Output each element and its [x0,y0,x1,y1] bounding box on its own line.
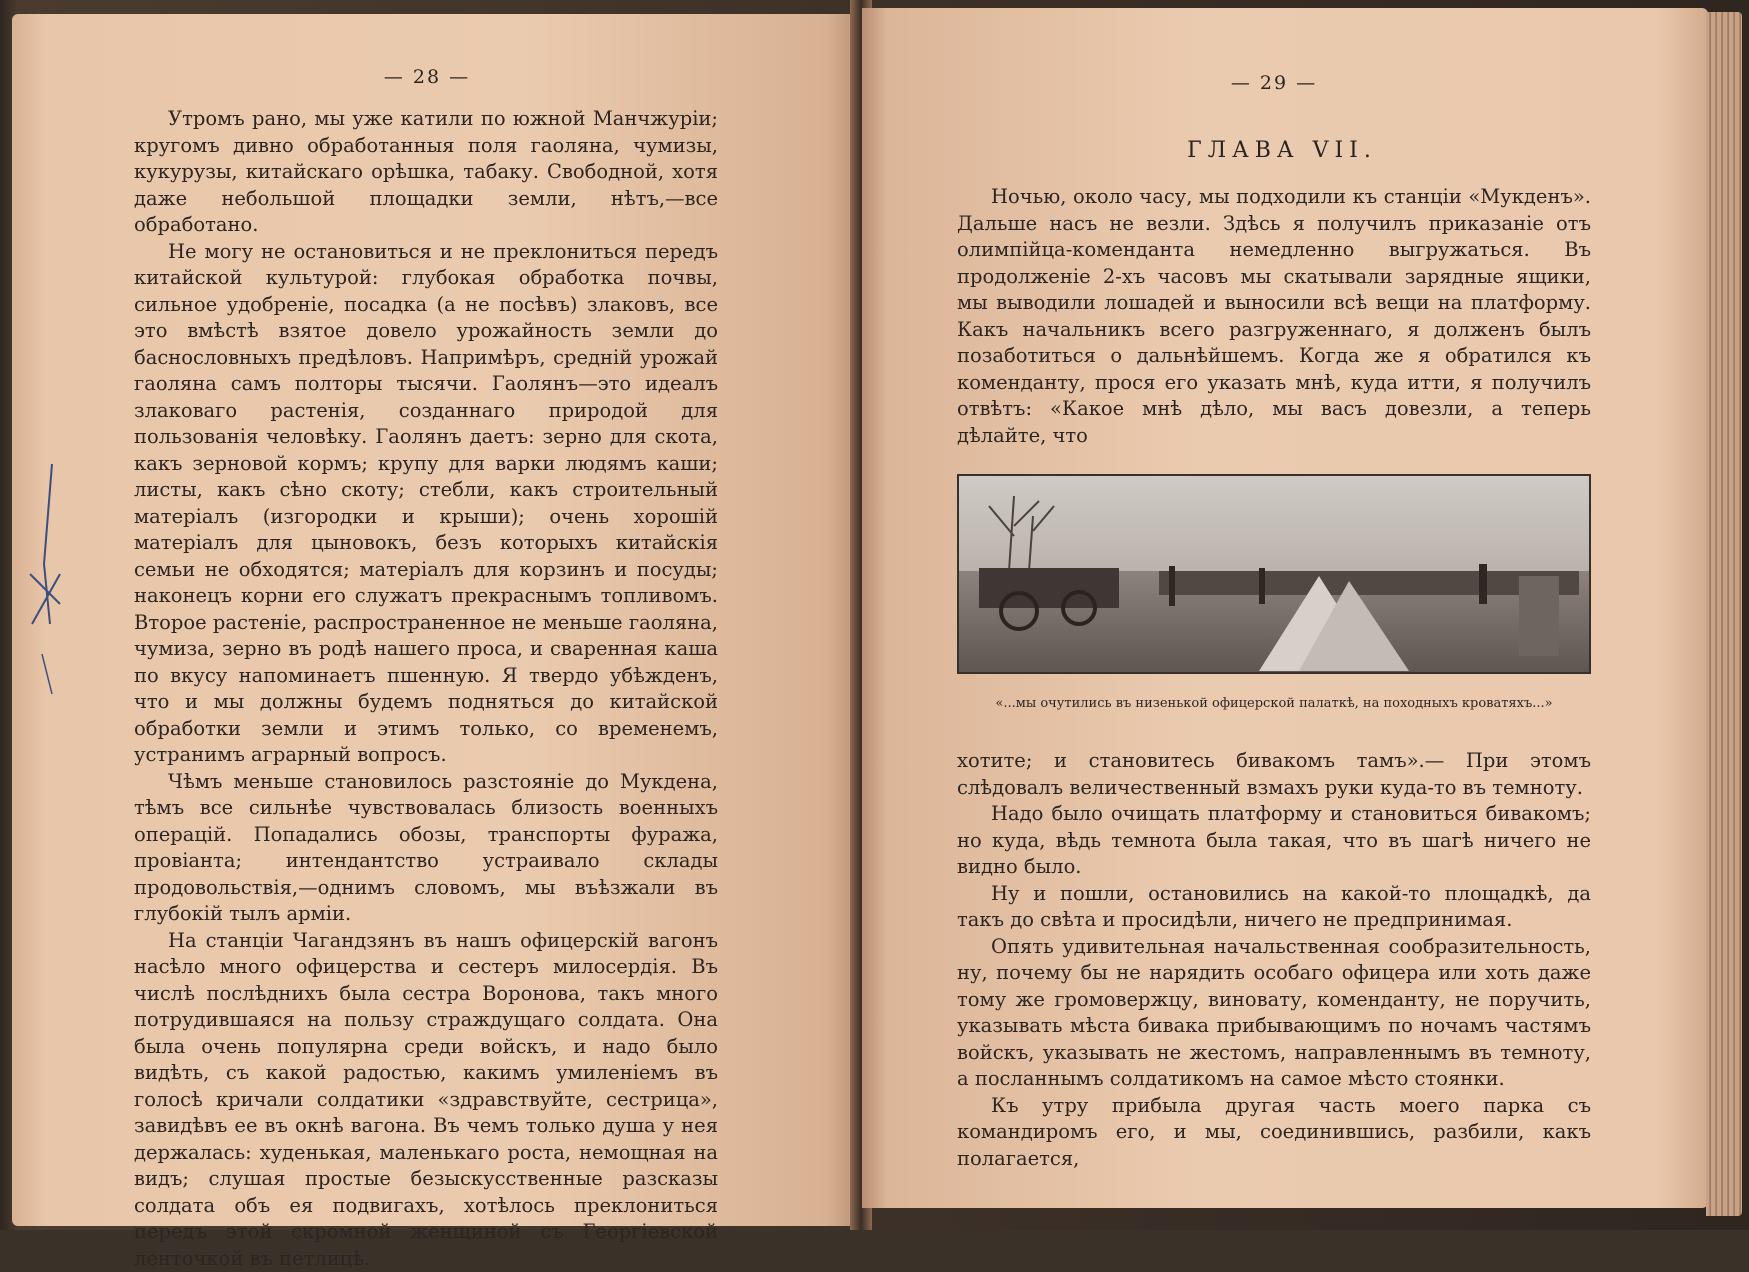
paragraph: Утромъ рано, мы уже катили по южной Манчжуріи; кругомъ дивно обработанныя поля гаоляна, чумизы, кукурузы, китайскаго орѣшка, табаку. Свободной, хотя даже небольшой площадки земли, нѣтъ,—все обработано. [134,106,718,239]
photo-image [959,476,1589,672]
paragraph: Надо было очищать платформу и становиться бивакомъ; но куда, вѣдь темнота была такая, что въ шагѣ ничего не видно было. [957,801,1591,881]
right-text-bottom [957,748,1591,1172]
chapter-title: ГЛАВА VII. [1122,138,1442,163]
paragraph: Опять удивительная начальственная сообразительность, ну, почему бы не нарядить особаго офицера или хоть даже тому же громовержцу, виновату, коменданту, не поручить, указывать мѣста бивака прибывающимъ по ночамъ частямъ войскъ, указывать не жестомъ, направленнымъ въ темноту, а посланнымъ солдатикомъ на самое мѣсто стоянки. [957,934,1591,1093]
paragraph: Ночью, около часу, мы подходили къ станціи «Мукденъ». Дальше насъ не везли. Здѣсь я получилъ приказаніе отъ олимпійца-коменданта немедленно выгружаться. Въ продолженіе 2-хъ часовъ мы скатывали зарядные ящики, мы выводили лошадей и выносили всѣ вещи на платформу. Какъ начальникъ всего разгруженнаго, я долженъ былъ позаботиться о дальнѣйшемъ. Когда же я обратился къ коменданту, прося его указать мнѣ, куда итти, я получилъ отвѣтъ: «Какое мнѣ дѣло, мы васъ довезли, а теперь дѣлайте, что [957,184,1591,449]
page-edges [1706,12,1742,1216]
paragraph: Къ утру прибыла другая часть моего парка съ командиромъ его, и мы, соединившись, разбили, какъ полагается, [957,1093,1591,1173]
photo-caption: «...мы очутились въ низенькой офицерской палаткѣ, на походныхъ кроватяхъ...» [957,696,1591,711]
photograph-bivouac [957,474,1591,674]
paragraph: Чѣмъ меньше становилось разстояніе до Мукдена, тѣмъ все сильнѣе чувствовалась близость военныхъ операцій. Попадались обозы, транспорты фуража, провіанта; интендантство устраивало склады продовольствія,—однимъ словомъ, мы въѣзжали въ глубокій тылъ арміи. [134,769,718,928]
page-number-left: — 28 — [372,66,482,88]
right-text-top [957,184,1591,449]
paragraph: хотите; и становитесь бивакомъ тамъ».— При этомъ слѣдовалъ величественный взмахъ руки куда-то въ темноту. [957,748,1591,801]
pencil-mark [22,454,70,714]
left-page [12,14,860,1226]
paragraph: На станціи Чагандзянъ въ нашъ офицерскій вагонъ насѣло много офицерства и сестеръ милосердія. Въ числѣ послѣднихъ была сестра Воронова, такъ много потрудившаяся на пользу страждущаго солдата. Она была очень популярна среди войскъ, и надо было видѣть, съ какой радостью, какимъ умиленіемъ въ голосѣ кричали солдатики «здравствуйте, сестрица», завидѣвъ ее въ окнѣ вагона. Въ чемъ только душа у нея держалась: худенькая, маленькаго роста, немощная на видъ; слушая простые безыскусственные разсказы солдата объ ея подвигахъ, хотѣлось преклониться передъ этой скромной женщиной съ Георгіевской ленточкой въ петлицѣ. [134,928,718,1272]
page-number-right: — 29 — [1214,72,1334,94]
paragraph: Ну и пошли, остановились на какой-то площадкѣ, да такъ до свѣта и просидѣли, ничего не предпринимая. [957,881,1591,934]
right-page [862,8,1708,1208]
paragraph: Не могу не остановиться и не преклониться передъ китайской культурой: глубокая обработка почвы, сильное удобреніе, посадка (а не посѣвъ) злаковъ, все это вмѣстѣ взятое довело урожайность земли до баснословныхъ предѣловъ. Напримѣръ, средній урожай гаоляна самъ полторы тысячи. Гаолянъ—это идеалъ злаковаго растенія, созданнаго природой для пользованія человѣку. Гаолянъ даетъ: зерно для скота, какъ зерновой кормъ; крупу для варки людямъ каши; листы, какъ сѣно скоту; стебли, какъ строительный матеріалъ (изгородки и крыши); очень хорошій матеріалъ для цыновокъ, безъ которыхъ китайскія семьи не обходятся; матеріалъ для корзинъ и посуды; наконецъ корни его служатъ прекраснымъ топливомъ. Второе растеніе, распространенное не меньше гаоляна, чумиза, зерно въ родѣ нашего проса, и сваренная каша по вкусу напоминаетъ пшенную. Я твердо убѣжденъ, что и мы должны будемъ подняться до китайской обработки земли и этимъ только, со временемъ, устранимъ аграрный вопросъ. [134,239,718,769]
left-text-body [134,106,718,1272]
